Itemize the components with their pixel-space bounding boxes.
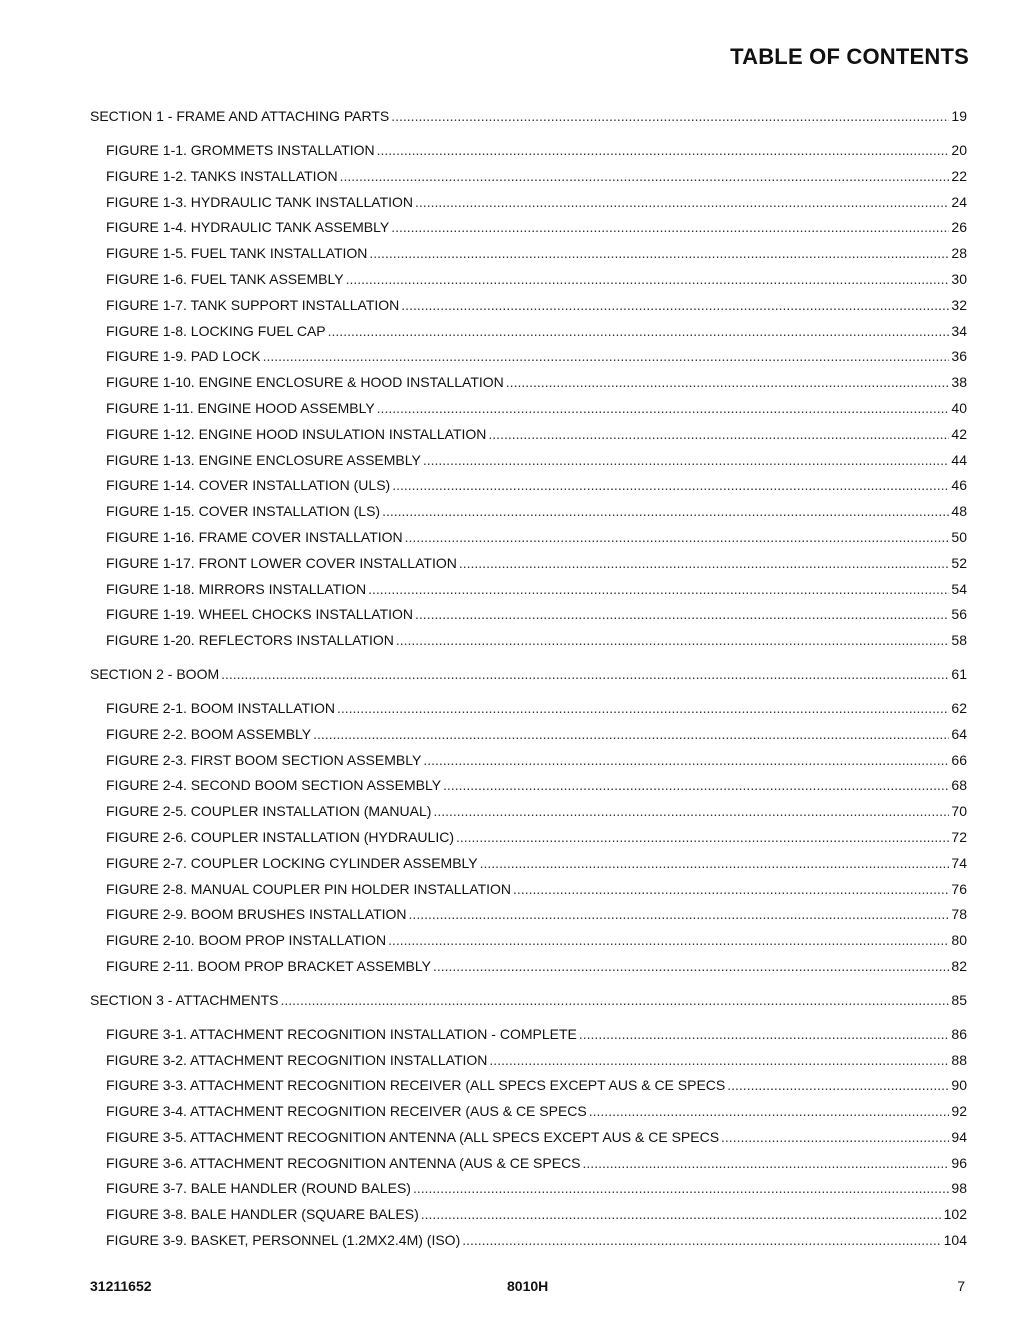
toc-entry-label: FIGURE 1-1. GROMMETS INSTALLATION: [106, 142, 375, 158]
page-footer: [90, 1278, 965, 1298]
toc-entry-label: SECTION 1 - FRAME AND ATTACHING PARTS: [90, 108, 390, 124]
toc-section-entry[interactable]: [90, 108, 970, 134]
toc-entry-label: FIGURE 1-18. MIRRORS INSTALLATION: [106, 580, 367, 597]
toc-entry-page-number: 94: [951, 1128, 967, 1145]
toc-figure-entry[interactable]: [90, 1206, 970, 1232]
toc-entry-page-number: 70: [951, 803, 967, 820]
dot-leader: [462, 1232, 941, 1249]
dot-leader: [589, 1103, 950, 1120]
toc-entry-page-number: 85: [951, 991, 967, 1008]
toc-entry-label: FIGURE 2-1. BOOM INSTALLATION: [106, 699, 335, 716]
dot-leader: [281, 992, 950, 1009]
toc-figure-entry[interactable]: [90, 632, 970, 658]
dot-leader: [221, 666, 949, 683]
dot-leader: [727, 1077, 949, 1094]
toc-entry-page-number: 92: [951, 1103, 967, 1120]
toc-entry-page-number: 96: [951, 1154, 967, 1171]
toc-entry-page-number: 34: [951, 322, 967, 339]
dot-leader: [346, 271, 950, 288]
toc-figure-entry[interactable]: [90, 297, 970, 323]
toc-entry-label: FIGURE 1-16. FRAME COVER INSTALLATION: [106, 528, 403, 545]
toc-entry-page-number: 88: [951, 1051, 967, 1068]
dot-leader: [392, 477, 949, 494]
toc-entry-page-number: 102: [943, 1206, 967, 1223]
toc-entry-page-number: 74: [951, 854, 967, 871]
toc-figure-entry[interactable]: [90, 168, 970, 194]
toc-entry-label: FIGURE 1-4. HYDRAULIC TANK ASSEMBLY: [106, 219, 390, 236]
toc-entry-page-number: 38: [951, 374, 967, 391]
toc-figure-entry[interactable]: [90, 881, 970, 907]
toc-entry-label: FIGURE 3-3. ATTACHMENT RECOGNITION RECEIVER (ALL SPECS EXCEPT AUS & CE SPECS: [106, 1077, 726, 1094]
toc-figure-entry[interactable]: [90, 452, 970, 478]
toc-entry-page-number: 64: [951, 725, 967, 742]
toc-entry-page-number: 32: [951, 296, 967, 313]
toc-entry-label: FIGURE 3-8. BALE HANDLER (SQUARE BALES): [106, 1206, 419, 1223]
toc-entry-label: FIGURE 1-10. ENGINE ENCLOSURE & HOOD INSTALLATION: [106, 374, 504, 391]
toc-figure-entry[interactable]: [90, 219, 970, 245]
toc-entry-page-number: 26: [951, 219, 967, 236]
toc-entry-label: FIGURE 3-9. BASKET, PERSONNEL (1.2MX2.4M) (ISO): [106, 1232, 461, 1249]
toc-entry-label: FIGURE 2-10. BOOM PROP INSTALLATION: [106, 932, 387, 949]
toc-entry-page-number: 44: [951, 451, 967, 468]
toc-figure-entry[interactable]: [90, 932, 970, 958]
toc-entry-page-number: 40: [951, 399, 967, 416]
dot-leader: [433, 958, 949, 975]
toc-entry-label: FIGURE 1-20. REFLECTORS INSTALLATION: [106, 632, 394, 649]
dot-leader: [489, 1052, 949, 1069]
dot-leader: [415, 606, 949, 623]
dot-leader: [459, 555, 950, 572]
dot-leader: [388, 932, 949, 949]
toc-entry-label: FIGURE 1-5. FUEL TANK INSTALLATION: [106, 245, 368, 262]
toc-entry-page-number: 66: [951, 751, 967, 768]
toc-entry-page-number: 72: [951, 828, 967, 845]
toc-entry-label: FIGURE 3-2. ATTACHMENT RECOGNITION INSTALLATION: [106, 1051, 488, 1068]
toc-entry-label: FIGURE 2-4. SECOND BOOM SECTION ASSEMBLY: [106, 777, 442, 794]
toc-entry-label: FIGURE 1-15. COVER INSTALLATION (LS): [106, 503, 381, 520]
toc-entry-page-number: 82: [951, 957, 967, 974]
dot-leader: [405, 529, 950, 546]
toc-entry-label: FIGURE 1-19. WHEEL CHOCKS INSTALLATION: [106, 606, 414, 623]
toc-entry-label: FIGURE 2-9. BOOM BRUSHES INSTALLATION: [106, 906, 407, 923]
toc-figure-entry[interactable]: [90, 1077, 970, 1103]
toc-figure-entry[interactable]: [90, 855, 970, 881]
footer-model: 8010H: [507, 1278, 549, 1294]
dot-leader: [423, 452, 950, 469]
toc-entry-label: FIGURE 2-11. BOOM PROP BRACKET ASSEMBLY: [106, 957, 431, 974]
toc-figure-entry[interactable]: [90, 1103, 970, 1129]
dot-leader: [396, 632, 950, 649]
toc-entry-page-number: 98: [951, 1180, 967, 1197]
toc-figure-entry[interactable]: [90, 1052, 970, 1078]
toc-figure-entry[interactable]: [90, 726, 970, 752]
toc-entry-label: FIGURE 2-3. FIRST BOOM SECTION ASSEMBLY: [106, 751, 422, 768]
toc-figure-entry[interactable]: [90, 142, 970, 168]
dot-leader: [488, 426, 949, 443]
toc-figure-entry[interactable]: [90, 194, 970, 220]
toc-entry-page-number: 90: [951, 1077, 967, 1094]
toc-figure-entry[interactable]: [90, 803, 970, 829]
dot-leader: [401, 297, 949, 314]
toc-entry-page-number: 62: [951, 699, 967, 716]
toc-entry-page-number: 50: [951, 528, 967, 545]
toc-figure-entry[interactable]: [90, 1180, 970, 1206]
dot-leader: [368, 581, 949, 598]
toc-entry-label: FIGURE 2-5. COUPLER INSTALLATION (MANUAL): [106, 803, 432, 820]
toc-entry-label: FIGURE 1-3. HYDRAULIC TANK INSTALLATION: [106, 193, 414, 210]
dot-leader: [423, 752, 949, 769]
toc-figure-entry[interactable]: [90, 1232, 970, 1258]
toc-entry-page-number: 52: [951, 554, 967, 571]
dot-leader: [313, 726, 949, 743]
dot-leader: [456, 829, 949, 846]
toc-figure-entry[interactable]: [90, 529, 970, 555]
dot-leader: [443, 777, 949, 794]
toc-figure-entry[interactable]: [90, 1155, 970, 1181]
toc-figure-entry[interactable]: [90, 958, 970, 984]
toc-entry-page-number: 68: [951, 777, 967, 794]
toc-entry-page-number: 56: [951, 606, 967, 623]
toc-entry-label: FIGURE 1-7. TANK SUPPORT INSTALLATION: [106, 296, 400, 313]
dot-leader: [328, 323, 950, 340]
toc-entry-label: FIGURE 1-14. COVER INSTALLATION (ULS): [106, 477, 391, 494]
dot-leader: [369, 245, 949, 262]
toc-entry-page-number: 28: [951, 245, 967, 262]
toc-entry-page-number: 20: [951, 142, 967, 158]
dot-leader: [480, 855, 950, 872]
toc-figure-entry[interactable]: [90, 700, 970, 726]
toc-entry-label: FIGURE 1-17. FRONT LOWER COVER INSTALLATION: [106, 554, 457, 571]
dot-leader: [391, 219, 949, 236]
table-of-contents: [90, 108, 970, 1258]
toc-figure-entry[interactable]: [90, 245, 970, 271]
toc-entry-page-number: 30: [951, 270, 967, 287]
toc-entry-label: FIGURE 3-5. ATTACHMENT RECOGNITION ANTENNA (ALL SPECS EXCEPT AUS & CE SPECS: [106, 1128, 720, 1145]
dot-leader: [263, 348, 950, 365]
toc-entry-page-number: 104: [943, 1232, 967, 1249]
toc-figure-entry[interactable]: [90, 348, 970, 374]
toc-entry-page-number: 54: [951, 580, 967, 597]
dot-leader: [391, 108, 949, 125]
toc-entry-page-number: 80: [951, 932, 967, 949]
toc-entry-page-number: 86: [951, 1025, 967, 1042]
dot-leader: [413, 1180, 949, 1197]
toc-entry-label: FIGURE 1-9. PAD LOCK: [106, 348, 261, 365]
toc-figure-entry[interactable]: [90, 906, 970, 932]
toc-figure-entry[interactable]: [90, 1026, 970, 1052]
dot-leader: [433, 803, 949, 820]
toc-entry-page-number: 46: [951, 477, 967, 494]
toc-figure-entry[interactable]: [90, 829, 970, 855]
toc-entry-label: SECTION 3 - ATTACHMENTS: [90, 991, 279, 1008]
toc-entry-label: FIGURE 1-6. FUEL TANK ASSEMBLY: [106, 270, 344, 287]
toc-entry-label: FIGURE 1-8. LOCKING FUEL CAP: [106, 322, 326, 339]
toc-entry-label: FIGURE 2-2. BOOM ASSEMBLY: [106, 725, 312, 742]
toc-section-entry[interactable]: [90, 992, 970, 1018]
dot-leader: [579, 1026, 950, 1043]
toc-entry-label: FIGURE 1-12. ENGINE HOOD INSULATION INSTALLATION: [106, 425, 487, 442]
dot-leader: [377, 400, 950, 417]
toc-entry-page-number: 36: [951, 348, 967, 365]
toc-entry-page-number: 48: [951, 503, 967, 520]
dot-leader: [340, 168, 950, 185]
toc-figure-entry[interactable]: [90, 581, 970, 607]
toc-entry-page-number: 76: [951, 880, 967, 897]
toc-entry-label: FIGURE 3-6. ATTACHMENT RECOGNITION ANTENNA (AUS & CE SPECS: [106, 1154, 581, 1171]
dot-leader: [409, 906, 950, 923]
dot-leader: [377, 142, 950, 159]
footer-document-number: 31211652: [90, 1278, 152, 1294]
dot-leader: [337, 700, 949, 717]
toc-figure-entry[interactable]: [90, 555, 970, 581]
toc-figure-entry[interactable]: [90, 477, 970, 503]
toc-figure-entry[interactable]: [90, 606, 970, 632]
toc-figure-entry[interactable]: [90, 400, 970, 426]
toc-entry-page-number: 42: [951, 425, 967, 442]
toc-entry-page-number: 78: [951, 906, 967, 923]
toc-entry-label: FIGURE 3-7. BALE HANDLER (ROUND BALES): [106, 1180, 411, 1197]
toc-entry-label: FIGURE 1-11. ENGINE HOOD ASSEMBLY: [106, 399, 375, 416]
toc-entry-label: FIGURE 3-4. ATTACHMENT RECOGNITION RECEIVER (AUS & CE SPECS: [106, 1103, 587, 1120]
toc-figure-entry[interactable]: [90, 323, 970, 349]
toc-entry-page-number: 61: [951, 665, 967, 682]
dot-leader: [721, 1129, 949, 1146]
toc-figure-entry[interactable]: [90, 503, 970, 529]
dot-leader: [415, 194, 949, 211]
toc-entry-label: FIGURE 1-13. ENGINE ENCLOSURE ASSEMBLY: [106, 451, 421, 468]
toc-entry-label: FIGURE 1-2. TANKS INSTALLATION: [106, 167, 338, 184]
toc-entry-page-number: 22: [951, 167, 967, 184]
dot-leader: [583, 1155, 950, 1172]
toc-figure-entry[interactable]: [90, 426, 970, 452]
toc-figure-entry[interactable]: [90, 374, 970, 400]
toc-entry-page-number: 24: [951, 193, 967, 210]
toc-section-entry[interactable]: [90, 666, 970, 692]
toc-figure-entry[interactable]: [90, 777, 970, 803]
toc-figure-entry[interactable]: [90, 1129, 970, 1155]
toc-entry-label: FIGURE 2-8. MANUAL COUPLER PIN HOLDER INSTALLATION: [106, 880, 512, 897]
toc-entry-page-number: 19: [951, 108, 967, 124]
toc-entry-label: FIGURE 2-6. COUPLER INSTALLATION (HYDRAULIC): [106, 828, 454, 845]
dot-leader: [513, 881, 949, 898]
toc-entry-page-number: 58: [951, 632, 967, 649]
toc-entry-label: FIGURE 2-7. COUPLER LOCKING CYLINDER ASSEMBLY: [106, 854, 478, 871]
dot-leader: [506, 374, 950, 391]
toc-figure-entry[interactable]: [90, 752, 970, 778]
dot-leader: [421, 1206, 942, 1223]
dot-leader: [382, 503, 949, 520]
toc-entry-label: SECTION 2 - BOOM: [90, 665, 220, 682]
toc-entry-label: FIGURE 3-1. ATTACHMENT RECOGNITION INSTALLATION - COMPLETE: [106, 1025, 577, 1042]
footer-page-number: 7: [957, 1278, 965, 1294]
toc-figure-entry[interactable]: [90, 271, 970, 297]
page-title: TABLE OF CONTENTS: [730, 44, 969, 69]
